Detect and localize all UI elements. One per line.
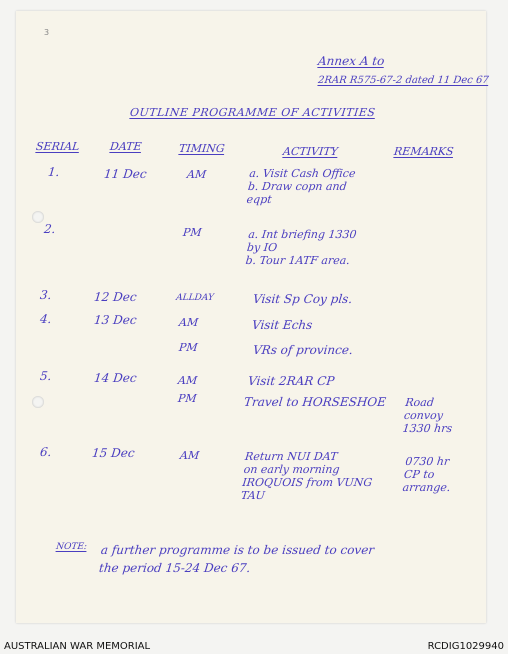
cell-timing: PM — [182, 226, 203, 239]
page-number: 3 — [44, 28, 50, 37]
footer-id: RCDIG1029940 — [427, 641, 504, 652]
cell-serial: 2. — [43, 222, 57, 236]
cell-timing: PM — [178, 341, 199, 354]
cell-serial: 4. — [39, 312, 53, 326]
cell-serial: 3. — [39, 288, 53, 302]
column-header-date: DATE — [109, 140, 143, 153]
punch-hole — [32, 211, 44, 223]
cell-activity: Visit Sp Coy pls. — [252, 292, 353, 306]
cell-activity: a. Int briefing 1330 by IO b. Tour 1ATF area. — [244, 228, 358, 267]
footer-source: AUSTRALIAN WAR MEMORIAL — [4, 641, 151, 652]
cell-timing: ALLDAY — [175, 293, 215, 303]
cell-date: 14 Dec — [93, 371, 138, 385]
cell-remarks: Road convoy 1330 hrs — [401, 396, 453, 435]
cell-activity: VRs of province. — [252, 343, 354, 357]
column-header-activity: ACTIVITY — [282, 145, 339, 158]
cell-activity: Travel to HORSESHOE — [243, 395, 387, 409]
annex-line-2: 2RAR R575-67-2 dated 11 Dec 67 — [317, 75, 490, 86]
column-header-serial: SERIAL — [35, 140, 81, 153]
note-label: NOTE: — [55, 542, 88, 552]
document-title: OUTLINE PROGRAMME OF ACTIVITIES — [129, 106, 377, 119]
cell-timing: AM — [177, 374, 198, 387]
column-header-timing: TIMING — [178, 142, 226, 155]
note-text: a further programme is to be issued to cover the period 15-24 Dec 67. — [98, 543, 375, 575]
cell-activity: Visit 2RAR CP — [247, 374, 336, 388]
cell-date: 12 Dec — [93, 290, 138, 304]
document-page — [16, 11, 486, 623]
cell-serial: 1. — [47, 165, 61, 179]
cell-timing: AM — [186, 168, 207, 181]
cell-activity: Return NUI DAT on early morning IROQUOIS from VUNG TAU — [240, 450, 373, 502]
cell-date: 11 Dec — [103, 167, 148, 181]
column-header-remarks: REMARKS — [393, 145, 455, 158]
annex-line-1: Annex A to — [317, 54, 386, 68]
cell-timing: AM — [179, 449, 200, 462]
cell-remarks: 0730 hr CP to arrange. — [401, 455, 452, 494]
cell-serial: 5. — [39, 369, 53, 383]
punch-hole — [32, 396, 44, 408]
cell-date: 15 Dec — [91, 446, 136, 460]
cell-activity: a. Visit Cash Office b. Draw copn and eqpt — [245, 167, 357, 206]
cell-serial: 6. — [39, 445, 53, 459]
cell-activity: Visit Echs — [251, 318, 314, 332]
cell-timing: PM — [177, 392, 198, 405]
cell-timing: AM — [178, 316, 199, 329]
cell-date: 13 Dec — [93, 313, 138, 327]
